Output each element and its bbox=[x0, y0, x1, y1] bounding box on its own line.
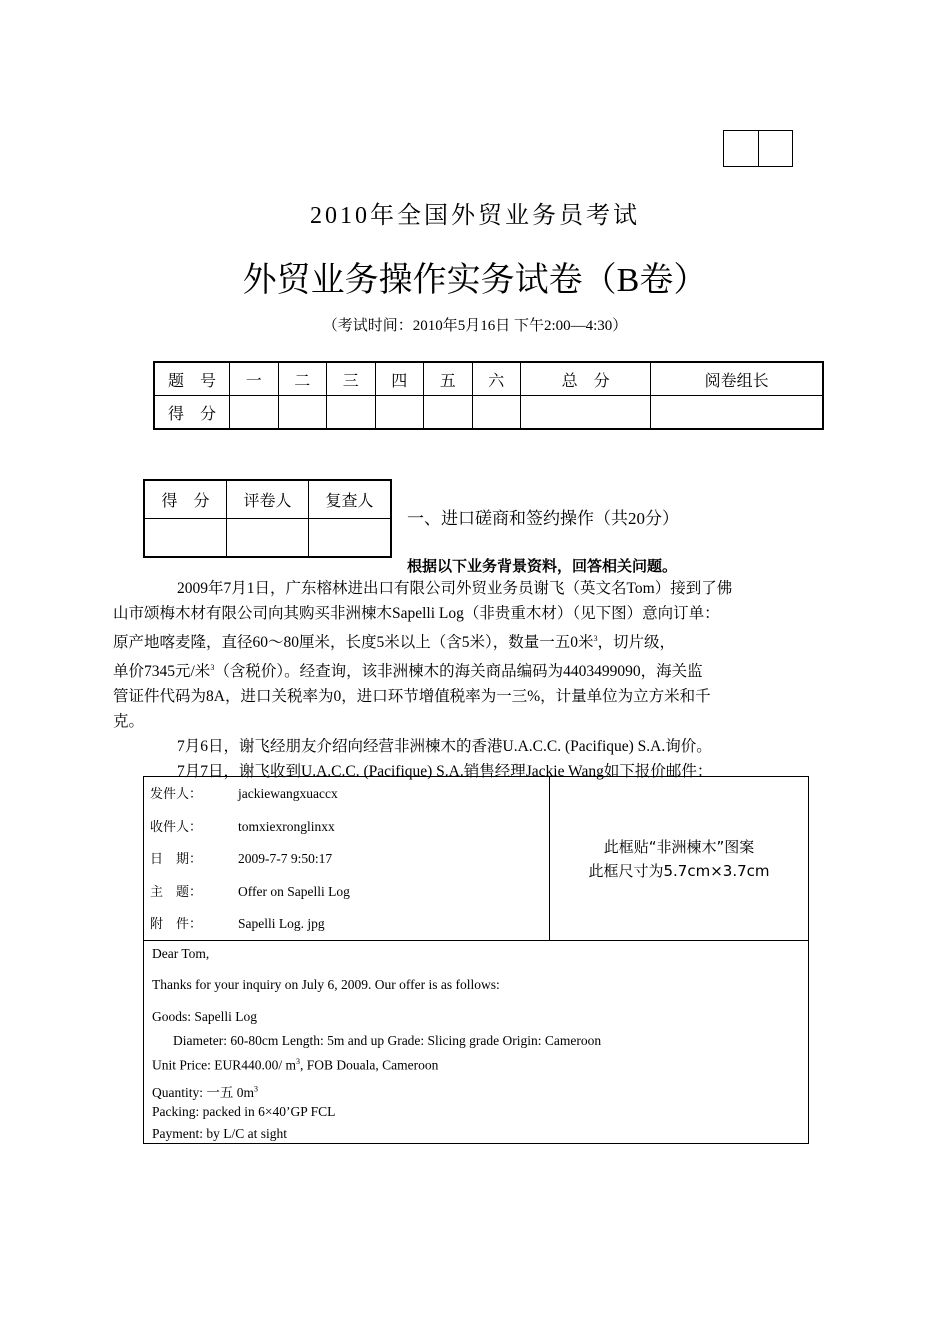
email-quantity bbox=[152, 1081, 258, 1101]
paragraph-text: 山市颂梅木材有限公司向其购买非洲楝木Sapelli Log（非贵重木材）（见下图）意向订单： bbox=[113, 605, 720, 622]
paragraph-text: 管证件代码为8A，进口关税率为0，进口环节增值税率为一三%，计量单位为立方米和千 bbox=[113, 688, 711, 706]
paragraph-text: 2009年7月1日，广东榕林进出口有限公司外贸业务员谢飞（英文名Tom）接到了佛 bbox=[177, 580, 733, 597]
background-material bbox=[113, 576, 810, 784]
score-input-cell[interactable] bbox=[521, 396, 651, 430]
paragraph-text: 原产地喀麦隆，直径60～80厘米，长度5米以上（含5米），数量一五0米 bbox=[113, 634, 594, 652]
field-label: 主 题： bbox=[150, 885, 203, 900]
grader-table bbox=[143, 479, 392, 558]
grader-table-input-row bbox=[144, 519, 391, 558]
field-value: Sapelli Log. jpg bbox=[238, 916, 325, 931]
grader-header-cell: 评卷人 bbox=[227, 480, 309, 519]
score-input-cell[interactable] bbox=[472, 396, 521, 430]
score-header-cell: 六 bbox=[472, 362, 521, 396]
field-label: 发件人： bbox=[150, 787, 203, 802]
email-field-date bbox=[150, 848, 332, 867]
paragraph-text-line bbox=[113, 626, 810, 655]
score-header-cell: 五 bbox=[424, 362, 473, 396]
email-field-subject bbox=[150, 881, 350, 900]
paragraph-text: （含税价）。经查询，该非洲楝木的海关商品编码为4403499090，海关监 bbox=[214, 663, 703, 681]
score-input-cell[interactable] bbox=[278, 396, 327, 430]
superscript: 3 bbox=[593, 634, 598, 643]
score-header-cell: 三 bbox=[327, 362, 376, 396]
superscript: 3 bbox=[254, 1084, 258, 1094]
email-specification: Diameter: 60-80cm Length: 5m and up Grade: Slicing grade Origin: Cameroon bbox=[173, 1033, 602, 1048]
score-row-label: 得 分 bbox=[154, 396, 230, 430]
email-field-attachment bbox=[150, 913, 325, 932]
email-text: , FOB Douala, Cameroon bbox=[300, 1057, 439, 1073]
score-header-cell: 二 bbox=[278, 362, 327, 396]
email-text: Unit Price: EUR440.00/ m bbox=[152, 1057, 296, 1073]
score-header-cell: 总 分 bbox=[521, 362, 651, 396]
email-text: Quantity: 一五 0m bbox=[152, 1085, 254, 1100]
paper-title bbox=[0, 252, 950, 301]
paper-title-suffix: 卷） bbox=[639, 260, 708, 300]
exam-name: 2010年全国外贸业务员考试 bbox=[310, 203, 640, 229]
superscript: 3 bbox=[210, 663, 215, 673]
paragraph-1 bbox=[113, 576, 810, 734]
field-label: 收件人： bbox=[150, 820, 203, 835]
score-header-cell: 一 bbox=[230, 362, 279, 396]
grader-header-cell: 得 分 bbox=[144, 480, 227, 519]
field-label: 日 期： bbox=[150, 852, 203, 867]
section-heading bbox=[407, 504, 679, 529]
email-fields bbox=[144, 777, 550, 940]
grader-header-cell: 复查人 bbox=[308, 480, 391, 519]
paper-title-prefix: 外贸业务操作实务试卷（ bbox=[242, 260, 617, 300]
field-value: Offer on Sapelli Log bbox=[238, 884, 350, 899]
image-size-note: 此框尺寸为5.7cm×3.7cm bbox=[588, 861, 770, 880]
score-input-cell[interactable] bbox=[375, 396, 424, 430]
score-summary-table bbox=[153, 361, 824, 430]
score-header-cell: 题 号 bbox=[154, 362, 230, 396]
image-note: 此框贴“非洲楝木”图案 bbox=[603, 837, 755, 856]
score-input-cell[interactable] bbox=[651, 396, 823, 430]
image-placeholder bbox=[550, 777, 808, 940]
superscript: 3 bbox=[296, 1057, 300, 1066]
grader-table-header-row bbox=[144, 480, 391, 519]
score-stamp-cell-right bbox=[758, 131, 793, 166]
grader-input-cell[interactable] bbox=[308, 519, 391, 558]
section-points: （共20分） bbox=[594, 509, 679, 528]
score-input-cell[interactable] bbox=[327, 396, 376, 430]
grader-input-cell[interactable] bbox=[227, 519, 309, 558]
email-frame bbox=[143, 776, 809, 1144]
email-greeting: Dear Tom, bbox=[152, 946, 210, 961]
email-header bbox=[144, 777, 808, 941]
email-field-sender bbox=[150, 783, 338, 802]
score-stamp-box bbox=[723, 130, 793, 167]
paragraph-text: 克。 bbox=[113, 713, 145, 731]
score-input-cell[interactable] bbox=[230, 396, 279, 430]
score-input-cell[interactable] bbox=[424, 396, 473, 430]
exam-time: （考试时间：2010年5月16日 下午2:00—4:30） bbox=[322, 318, 628, 334]
paragraph-3: 7月7日，谢飞收到U.A.C.C. (Pacifique) S.A.销售经理Jackie Wang如下报价邮件： bbox=[177, 763, 713, 781]
paper-title-version: B bbox=[616, 262, 640, 299]
paragraph-text-line bbox=[113, 655, 810, 684]
score-header-cell: 四 bbox=[375, 362, 424, 396]
email-unit-price bbox=[152, 1057, 438, 1074]
grader-input-cell[interactable] bbox=[144, 519, 227, 558]
email-goods: Goods: Sapelli Log bbox=[152, 1009, 257, 1024]
field-value: jackiewangxuaccx bbox=[238, 786, 338, 801]
section-instruction: 根据以下业务背景资料，回答相关问题。 bbox=[407, 557, 678, 575]
field-label: 附 件： bbox=[150, 917, 203, 932]
email-line: Thanks for your inquiry on July 6, 2009. Our offer is as follows: bbox=[152, 977, 500, 992]
email-field-recipient bbox=[150, 816, 335, 835]
paragraph-text: ，切片级， bbox=[597, 634, 676, 652]
section-heading-text: 一、进口磋商和签约操作 bbox=[407, 509, 594, 529]
score-table-header-row bbox=[154, 362, 823, 396]
field-value: 2009-7-7 9:50:17 bbox=[238, 851, 333, 866]
score-table-score-row bbox=[154, 396, 823, 430]
field-value: tomxiexronglinxx bbox=[238, 819, 335, 834]
score-stamp-cell-left bbox=[724, 131, 758, 166]
score-header-cell: 阅卷组长 bbox=[651, 362, 823, 396]
paragraph-2: 7月6日，谢飞经朋友介绍向经营非洲楝木的香港U.A.C.C. (Pacifique) S.A.询价。 bbox=[177, 738, 712, 756]
email-packing: Packing: packed in 6×40’GP FCL bbox=[152, 1104, 336, 1119]
paragraph-text: 单价7345元/米 bbox=[113, 663, 211, 681]
email-payment: Payment: by L/C at sight bbox=[152, 1126, 287, 1141]
